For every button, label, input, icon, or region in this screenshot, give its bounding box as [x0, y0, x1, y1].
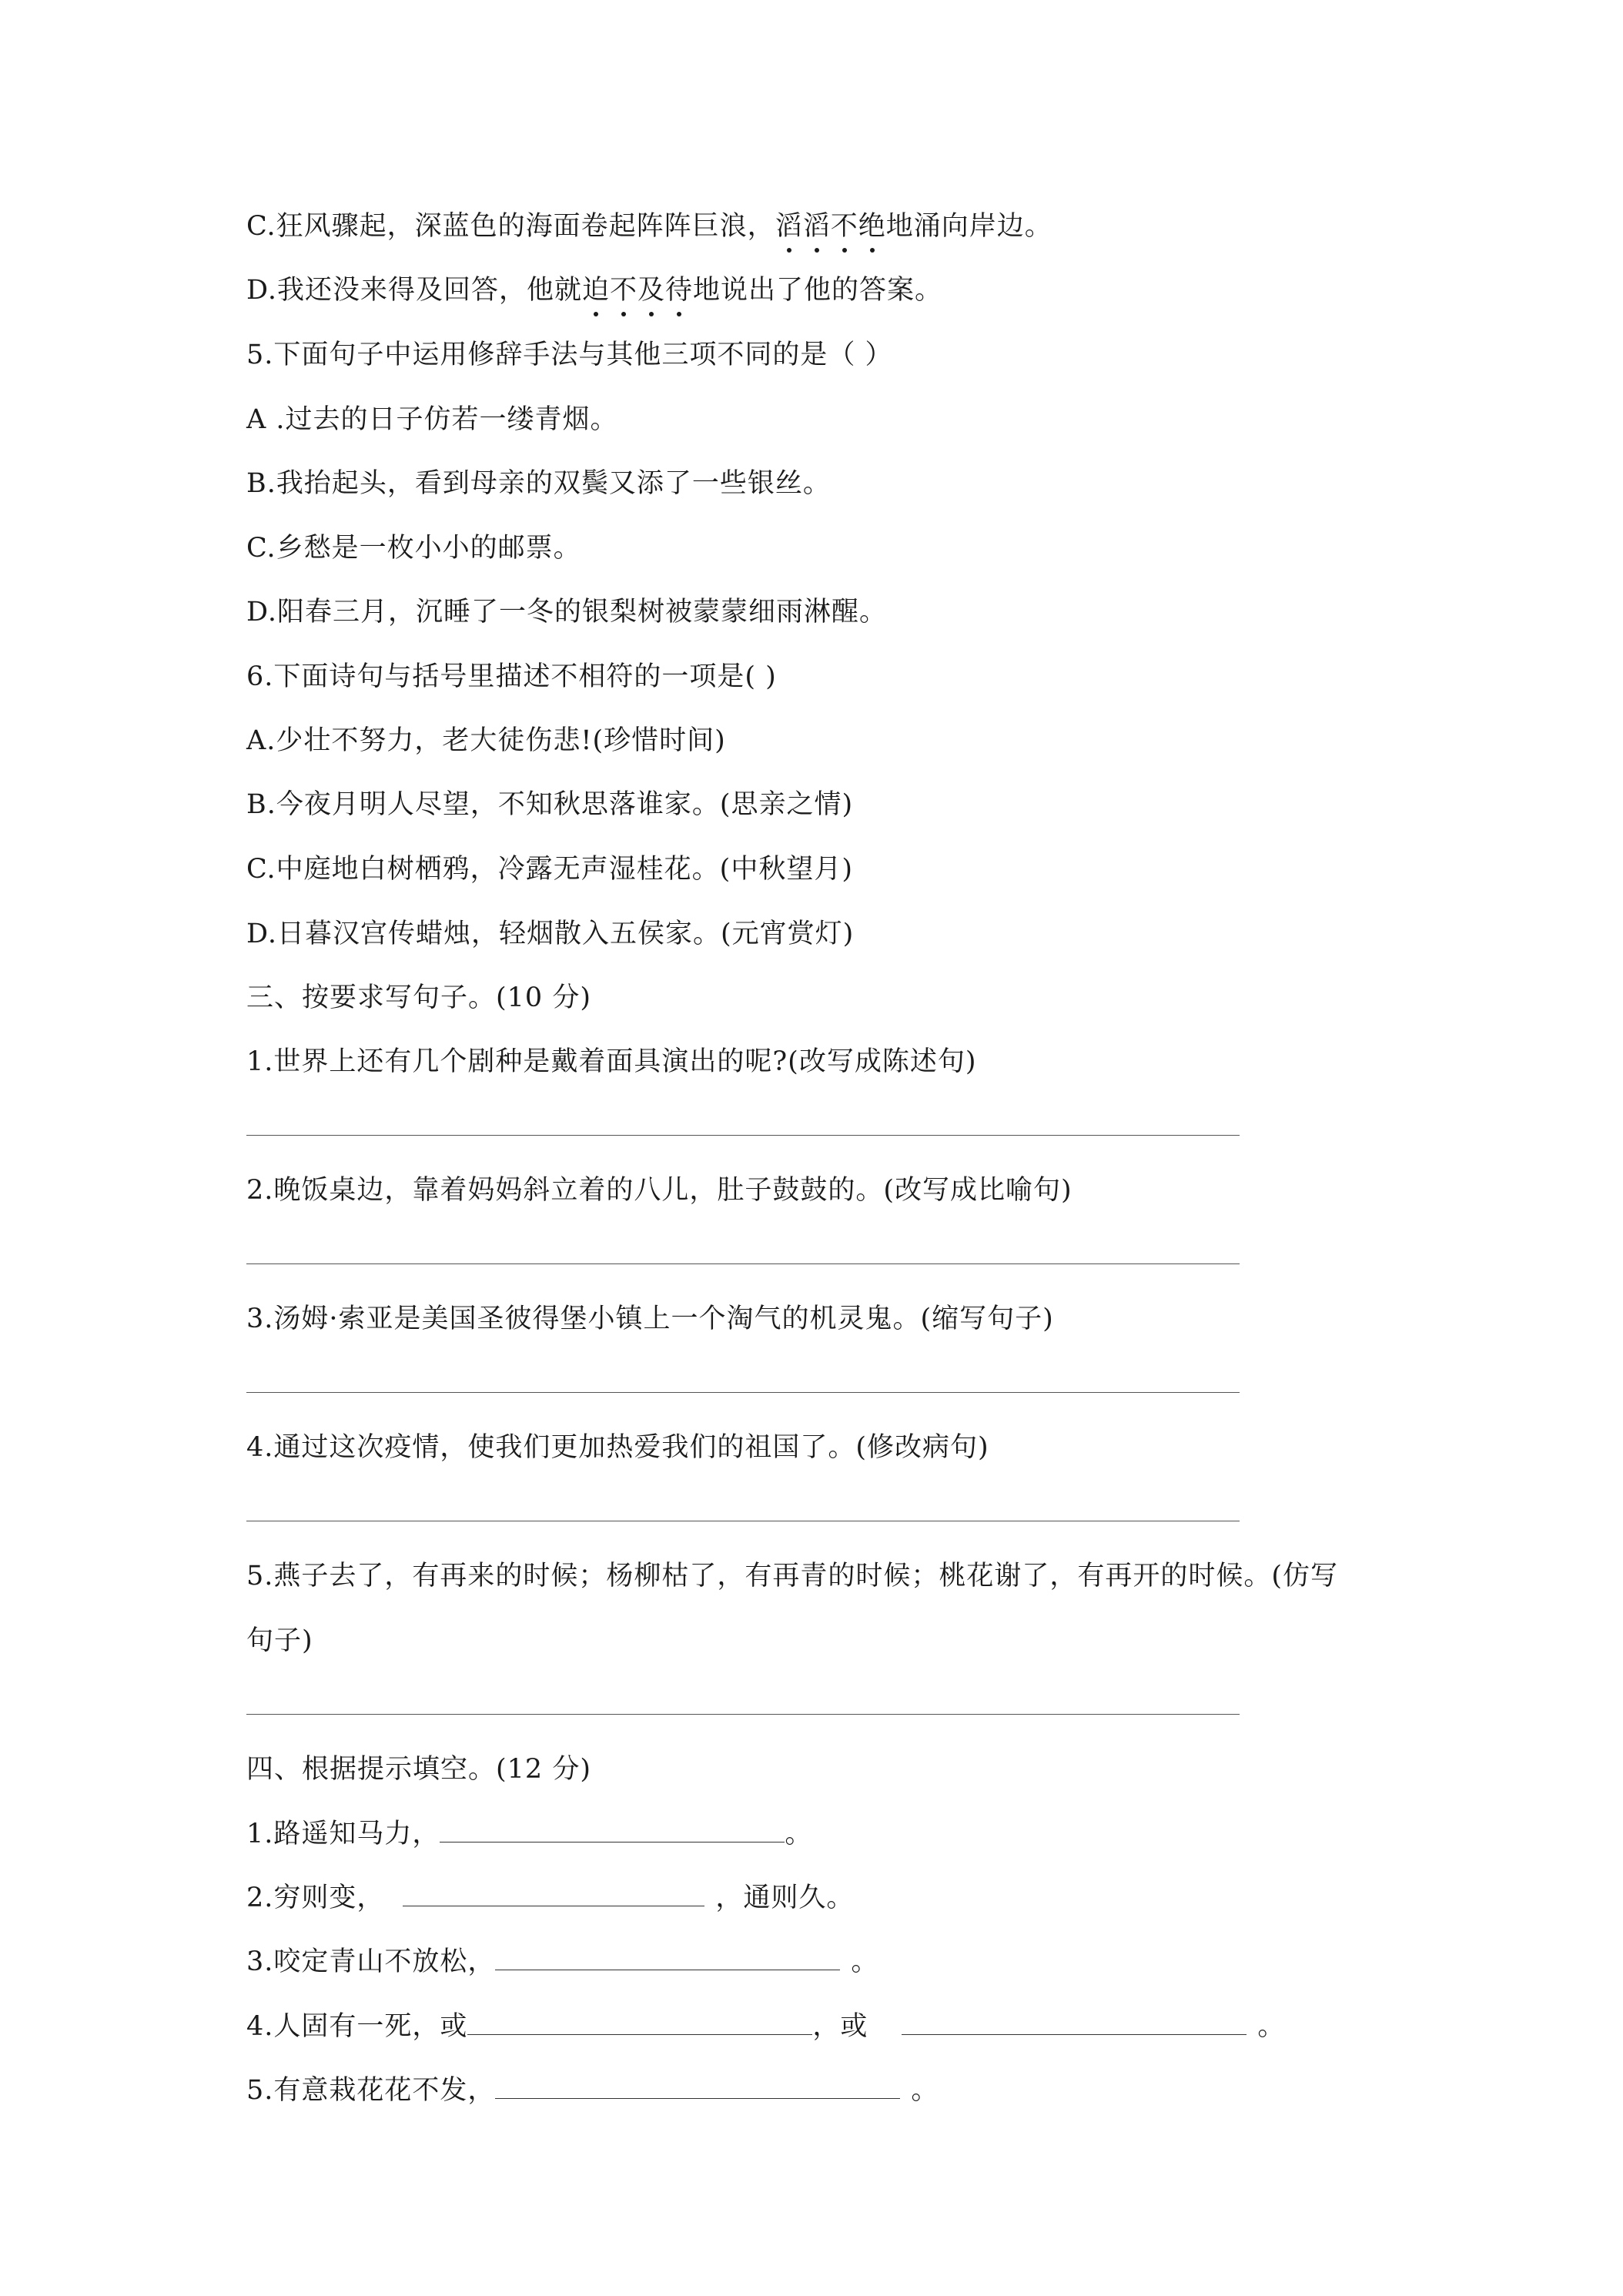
q4-option-d: [246, 272, 942, 309]
q5-stem: 5.下面句子中运用修辞手法与其他三项不同的是（ ）: [246, 340, 893, 370]
s4-q1-punct: 。: [785, 1819, 813, 1849]
emphasis-char: 不: [831, 208, 858, 245]
q5-option-b: B.我抬起头，看到母亲的双鬓又添了一些银丝。: [246, 468, 831, 499]
s3-question-1: 1.世界上还有几个剧种是戴着面具演出的呢?(改写成陈述句): [246, 1046, 977, 1077]
q5-option-c: C.乡愁是一枚小小的邮票。: [246, 533, 581, 564]
s4-question-1: [246, 1816, 812, 1853]
q6-option-d: D.日暮汉宫传蜡烛，轻烟散入五侯家。(元宵赏灯): [246, 919, 855, 949]
s4-question-4: [246, 2008, 1285, 2045]
emphasis-char: 待: [665, 272, 693, 309]
s3-question-5-line-1: 5.燕子去了，有再来的时候；杨柳枯了，有再青的时候；桃花谢了，有再开的时候。(仿写: [246, 1561, 1339, 1591]
s3-question-4: 4.通过这次疫情，使我们更加热爱我们的祖国了。(修改病句): [246, 1432, 989, 1463]
s4-question-3: [246, 1943, 878, 1980]
q4-option-c-tail: 地涌向岸边。: [885, 211, 1052, 242]
q6-option-a: A.少壮不努力，老大徒伤悲!(珍惜时间): [246, 725, 726, 756]
s3-question-3: 3.汤姆·索亚是美国圣彼得堡小镇上一个淘气的机灵鬼。(缩写句子): [246, 1304, 1054, 1334]
answer-line[interactable]: [246, 1714, 1240, 1715]
section-3-title: 三、按要求写句子。(10 分): [246, 982, 591, 1013]
s4-q3-punct: 。: [851, 1946, 879, 1977]
section-4-title: 四、根据提示填空。(12 分): [246, 1754, 591, 1785]
fill-blank[interactable]: [902, 2011, 1247, 2035]
q4-option-d-text: D.我还没来得及回答，他就: [246, 275, 582, 306]
answer-line[interactable]: [246, 1263, 1240, 1264]
s4-q2-tail: ，通则久。: [715, 1883, 855, 1913]
emphasis-char: 及: [637, 272, 665, 309]
answer-line[interactable]: [246, 1135, 1240, 1136]
emphasis-char: 绝: [858, 208, 886, 245]
q4-option-c: [246, 208, 1052, 245]
q4-option-c-text: C.狂风骤起，深蓝色的海面卷起阵阵巨浪，: [246, 211, 775, 242]
s4-q5-punct: 。: [911, 2075, 939, 2106]
fill-blank[interactable]: [440, 1819, 785, 1842]
fill-blank[interactable]: [495, 2075, 900, 2099]
fill-blank[interactable]: [495, 1946, 840, 1970]
q6-stem: 6.下面诗句与括号里描述不相符的一项是( ): [246, 661, 777, 692]
s3-question-5-line-2: 句子): [246, 1625, 313, 1656]
s4-q4-text: 4.人固有一死，或: [246, 2011, 468, 2042]
emphasis-char: 迫: [582, 272, 610, 309]
q6-option-b: B.今夜月明人尽望，不知秋思落谁家。(思亲之情): [246, 789, 854, 820]
s4-q3-text: 3.咬定青山不放松，: [246, 1946, 496, 1977]
fill-blank[interactable]: [467, 2011, 812, 2035]
q4-option-d-tail: 地说出了他的答案。: [693, 275, 943, 306]
q5-option-a: A .过去的日子仿若一缕青烟。: [246, 404, 618, 435]
s3-question-2: 2.晚饭桌边，靠着妈妈斜立着的八儿，肚子鼓鼓的。(改写成比喻句): [246, 1175, 1073, 1206]
emphasis-char: 不: [610, 272, 637, 309]
fill-blank[interactable]: [403, 1883, 704, 1906]
s4-q4-mid: ，或: [812, 2011, 868, 2042]
q5-option-d: D.阳春三月，沉睡了一冬的银梨树被蒙蒙细雨淋醒。: [246, 597, 887, 628]
s4-q1-text: 1.路遥知马力，: [246, 1819, 440, 1849]
s4-q2-text: 2.穷则变，: [246, 1883, 385, 1913]
s4-question-5: [246, 2072, 939, 2109]
s4-q5-text: 5.有意栽花花不发，: [246, 2075, 496, 2106]
answer-line[interactable]: [246, 1392, 1240, 1393]
q6-option-c: C.中庭地白树栖鸦，冷露无声湿桂花。(中秋望月): [246, 854, 853, 885]
emphasis-char: 滔: [775, 208, 803, 245]
s4-q4-punct: 。: [1257, 2011, 1286, 2042]
s4-question-2: [246, 1879, 854, 1916]
emphasis-char: 滔: [803, 208, 831, 245]
